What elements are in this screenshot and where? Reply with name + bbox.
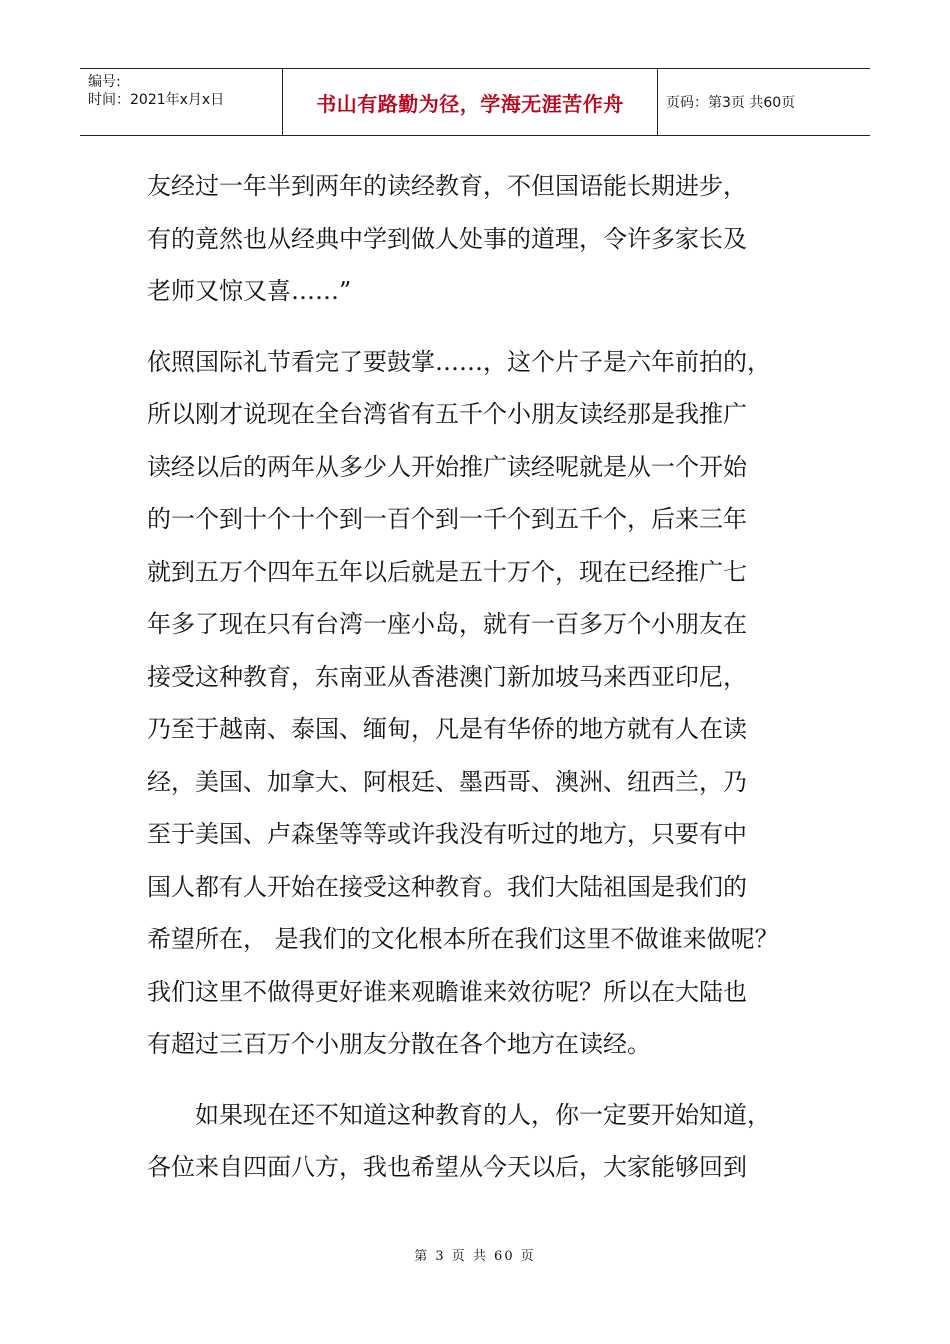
text-line: 如果现在还不知道这种教育的人，你一定要开始知道， xyxy=(195,1100,771,1129)
text-line: 就到五万个四年五年以后就是五十万个，现在已经推广七 xyxy=(147,557,747,586)
header-page-info: 页码：第3页 共60页 xyxy=(666,95,796,111)
text-line: 老师又惊又喜……” xyxy=(147,277,352,305)
text-line: 国人都有人开始在接受这种教育。我们大陆祖国是我们的 xyxy=(147,872,747,901)
paragraph-1 xyxy=(147,160,807,318)
document-time-label: 时间：2021年x月x日 xyxy=(88,92,225,108)
page-header xyxy=(80,68,870,136)
text-line: 所以刚才说现在全台湾省有五千个小朋友读经那是我推广 xyxy=(147,400,747,428)
document-body xyxy=(147,160,807,1194)
text-line: 经，美国、加拿大、阿根廷、墨西哥、澳洲、纽西兰，乃 xyxy=(147,767,747,796)
text-line: 有超过三百万个小朋友分散在各个地方在读经。 xyxy=(147,1030,651,1058)
text-line: 有的竟然也从经典中学到做人处事的道理，令许多家长及 xyxy=(147,224,747,253)
text-line: 希望所在， 是我们的文化根本所在我们这里不做谁来做呢？ xyxy=(147,925,779,953)
text-line: 各位来自四面八方，我也希望从今天以后，大家能够回到 xyxy=(147,1153,747,1181)
header-meta xyxy=(80,69,280,135)
text-line: 读经以后的两年从多少人开始推广读经呢就是从一个开始 xyxy=(147,452,747,481)
text-line: 友经过一年半到两年的读经教育，不但国语能长期进步， xyxy=(147,172,747,200)
text-line: 接受这种教育，东南亚从香港澳门新加坡马来西亚印尼， xyxy=(147,662,747,691)
paragraph-3 xyxy=(147,1089,807,1194)
document-number-label: 编号: xyxy=(88,74,121,90)
text-line: 年多了现在只有台湾一座小岛，就有一百多万个小朋友在 xyxy=(147,610,747,638)
page-footer: 第 3 页 共 60 页 xyxy=(414,1249,536,1264)
paragraph-2 xyxy=(147,336,807,1071)
header-motto: 书山有路勤为径，学海无涯苦作舟 xyxy=(282,69,658,135)
text-line: 依照国际礼节看完了要鼓掌……，这个片子是六年前拍的， xyxy=(147,347,771,376)
text-line: 的一个到十个十个到一百个到一千个到五千个，后来三年 xyxy=(147,505,747,533)
text-line: 至于美国、卢森堡等等或许我没有听过的地方，只要有中 xyxy=(147,820,747,848)
text-line: 我们这里不做得更好谁来观瞻谁来效彷呢？所以在大陆也 xyxy=(147,977,747,1006)
text-line: 乃至于越南、泰国、缅甸，凡是有华侨的地方就有人在读 xyxy=(147,715,747,743)
